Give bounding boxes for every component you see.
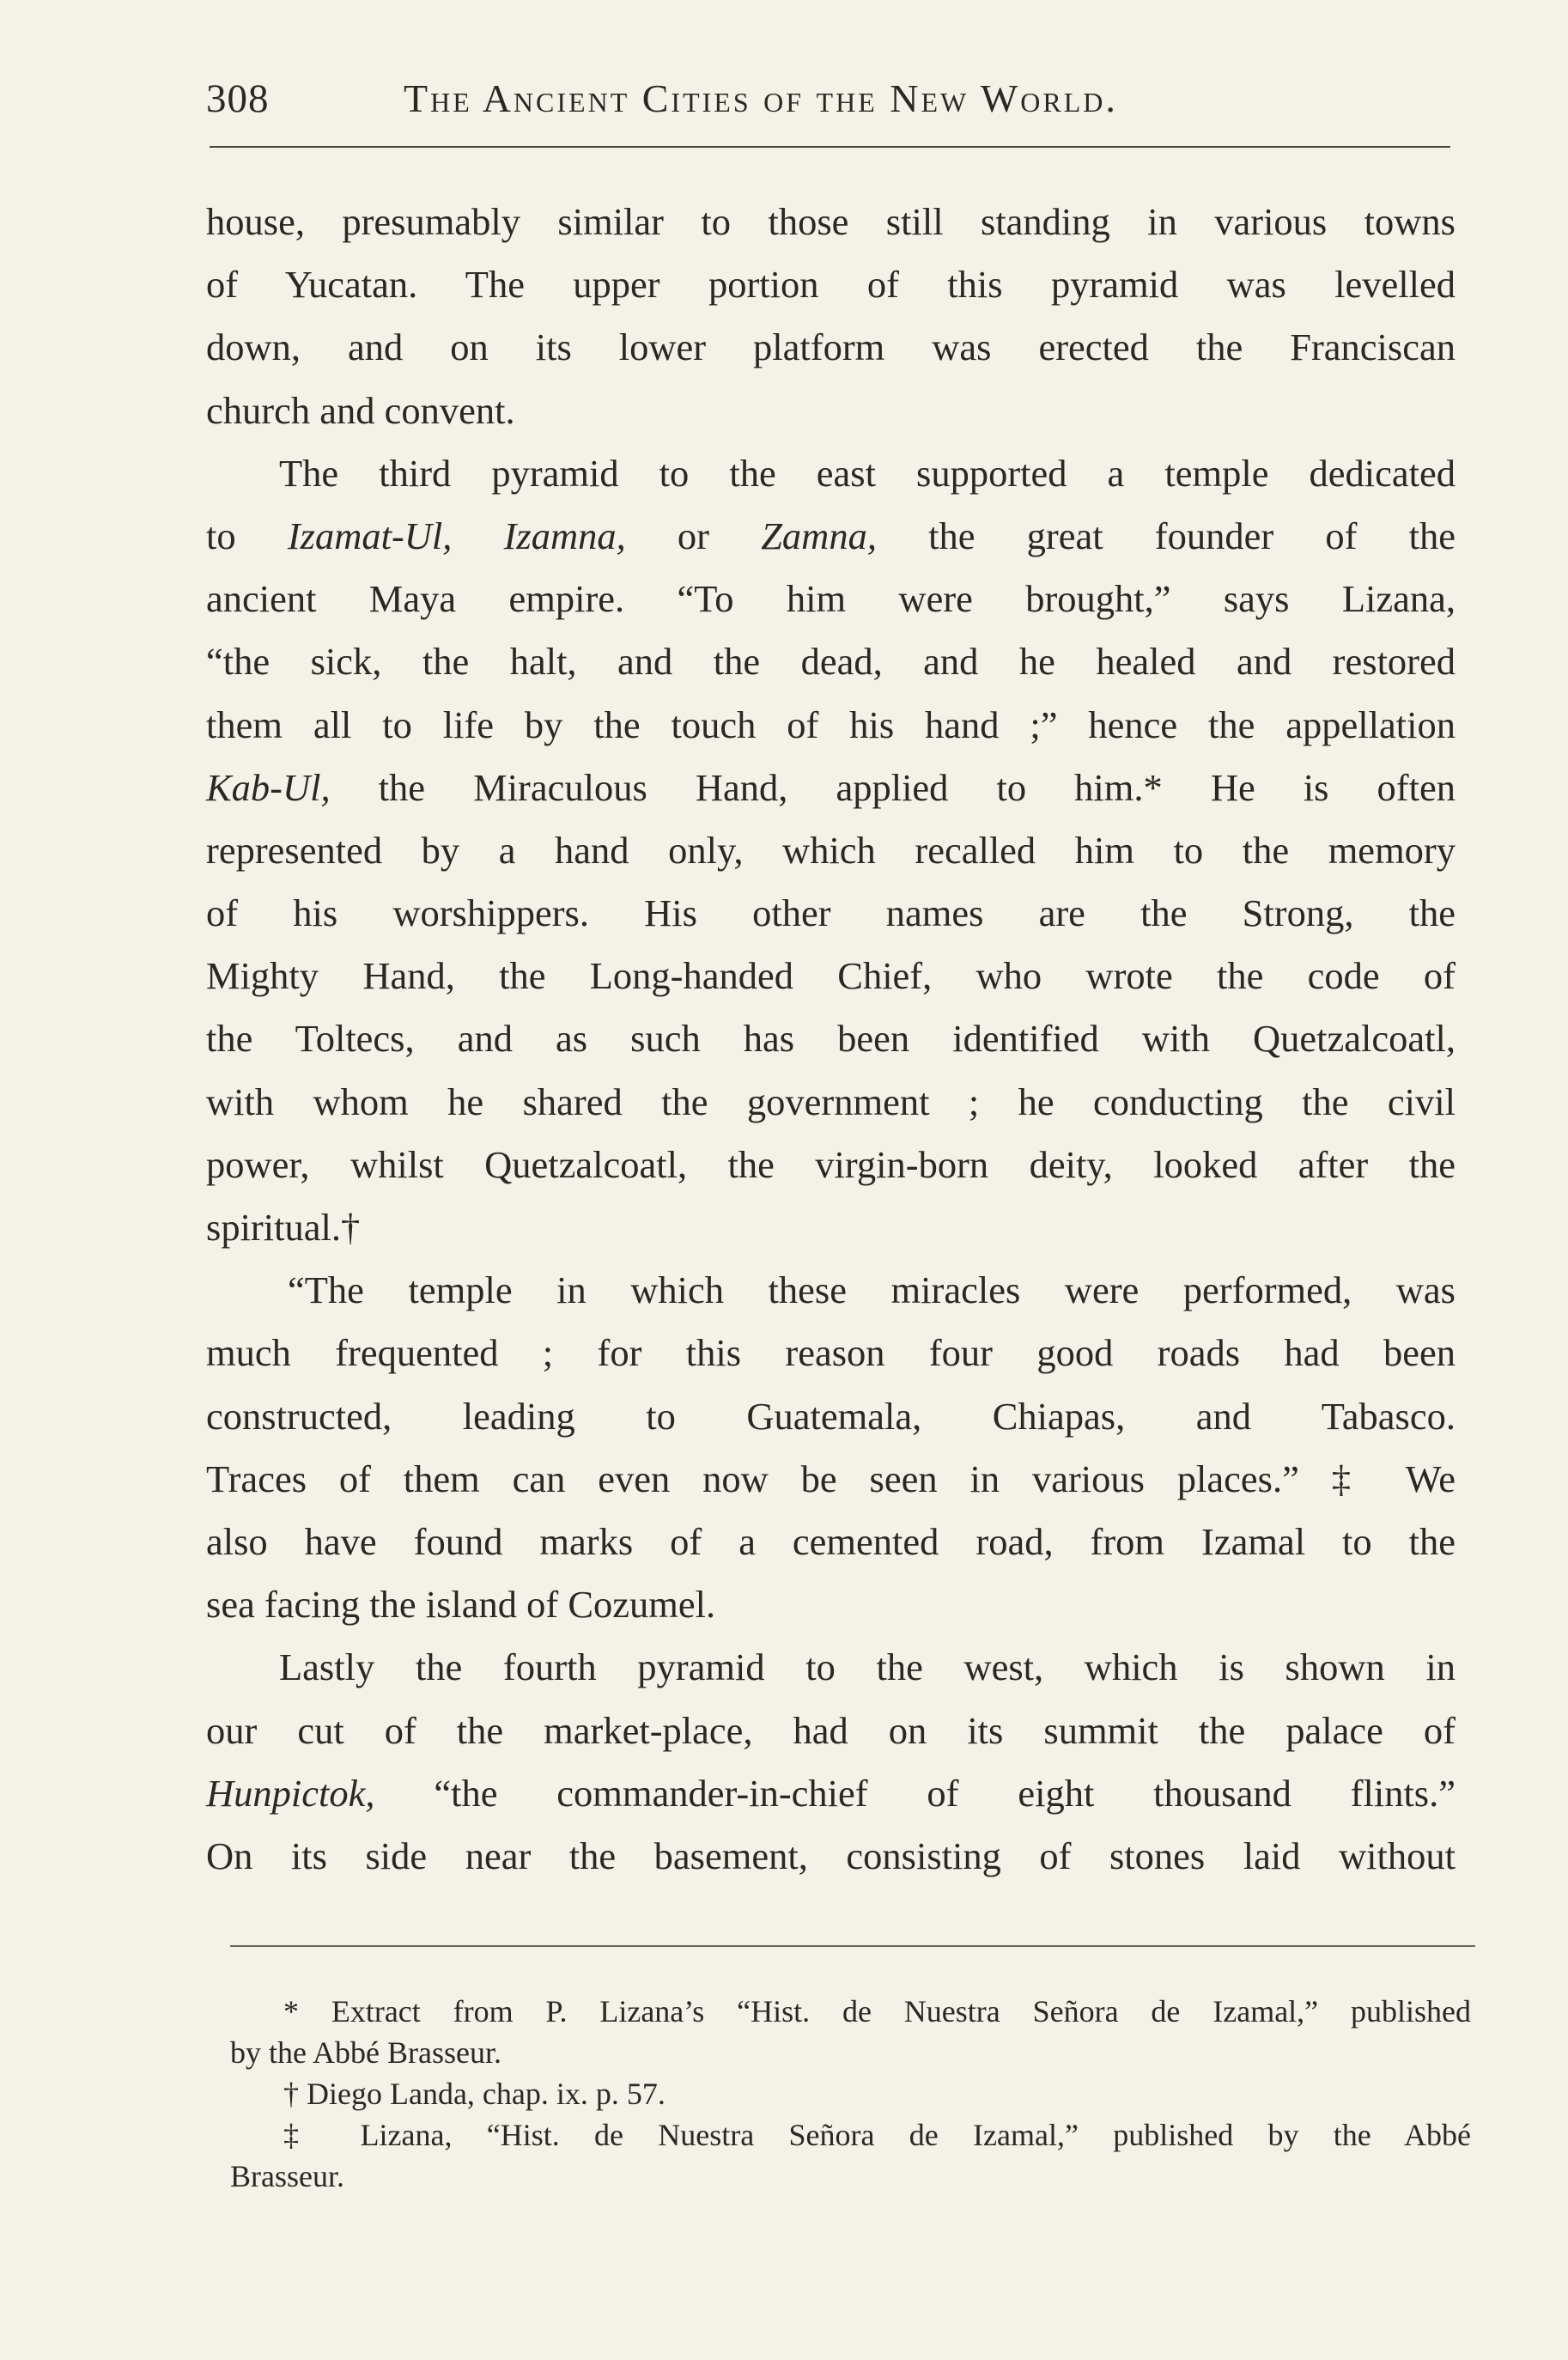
body-line: to Izamat-Ul, Izamna, or Zamna, the great founder of the bbox=[206, 514, 1456, 557]
body-line: On its side near the basement, consisting of stones laid without bbox=[206, 1834, 1456, 1877]
body-line: sea facing the island of Cozumel. bbox=[206, 1583, 716, 1627]
body-line: Traces of them can even now be seen in various places.” ‡ We bbox=[206, 1457, 1456, 1500]
body-line: ancient Maya empire. “To him were brought,” says Lizana, bbox=[206, 577, 1456, 621]
footnote-line: ‡ Lizana, “Hist. de Nuestra Señora de Izamal,” published by the Abbé bbox=[283, 2118, 1471, 2152]
body-line: “the sick, the halt, and the dead, and he healed and restored bbox=[206, 640, 1456, 684]
body-line: Hunpictok, “the commander-in-chief of eight thousand flints.” bbox=[206, 1771, 1456, 1815]
header-rule bbox=[210, 146, 1450, 148]
body-line: much frequented ; for this reason four good roads had been bbox=[206, 1331, 1456, 1375]
body-line: them all to life by the touch of his hand ;” hence the appellation bbox=[206, 703, 1456, 746]
body-line: represented by a hand only, which recalled him to the memory bbox=[206, 828, 1456, 872]
body-line: Mighty Hand, the Long-handed Chief, who wrote the code of bbox=[206, 954, 1456, 998]
body-line: spiritual.† bbox=[206, 1206, 361, 1249]
body-line: The third pyramid to the east supported a temple dedicated bbox=[279, 451, 1456, 495]
body-line: down, and on its lower platform was erected the Franciscan bbox=[206, 325, 1456, 369]
body-text bbox=[206, 191, 1456, 1888]
body-line: constructed, leading to Guatemala, Chiapas, and Tabasco. bbox=[206, 1394, 1456, 1438]
body-line: with whom he shared the government ; he conducting the civil bbox=[206, 1080, 1456, 1123]
body-line: church and convent. bbox=[206, 388, 515, 432]
page-number: 308 bbox=[206, 76, 270, 121]
page-header bbox=[206, 76, 1451, 136]
body-line: Lastly the fourth pyramid to the west, which is shown in bbox=[279, 1645, 1456, 1689]
body-line: house, presumably similar to those still standing in various towns bbox=[206, 200, 1456, 243]
italic-name: Kab-Ul, bbox=[206, 765, 331, 809]
body-line: “The temple in which these miracles were performed, was bbox=[288, 1268, 1456, 1312]
footnote-line: Brasseur. bbox=[230, 2159, 344, 2193]
footnotes bbox=[230, 1991, 1471, 2197]
running-title: The Ancient Cities of the New World. bbox=[404, 76, 1118, 120]
footnote-line: by the Abbé Brasseur. bbox=[230, 2035, 501, 2070]
body-line: the Toltecs, and as such has been identified with Quetzalcoatl, bbox=[206, 1017, 1456, 1061]
footnote-line: * Extract from P. Lizana’s “Hist. de Nuestra Señora de Izamal,” published bbox=[283, 1994, 1471, 2029]
body-line: power, whilst Quetzalcoatl, the virgin-born deity, looked after the bbox=[206, 1142, 1456, 1186]
italic-name: Zamna, bbox=[761, 514, 877, 557]
body-line: of Yucatan. The upper portion of this pyramid was levelled bbox=[206, 263, 1456, 307]
body-line: of his worshippers. His other names are the Strong, the bbox=[206, 891, 1456, 935]
footnote-line: † Diego Landa, chap. ix. p. 57. bbox=[283, 2077, 665, 2111]
body-line: Kab-Ul, the Miraculous Hand, applied to him.* He is often bbox=[206, 765, 1456, 809]
italic-name: Izamna, bbox=[503, 514, 626, 557]
footnote-rule bbox=[230, 1945, 1475, 1947]
italic-name: Izamat-Ul, bbox=[287, 514, 453, 557]
body-line: our cut of the market-place, had on its summit the palace of bbox=[206, 1708, 1456, 1752]
body-line: also have found marks of a cemented road, from Izamal to the bbox=[206, 1519, 1456, 1563]
italic-name: Hunpictok, bbox=[206, 1771, 375, 1815]
